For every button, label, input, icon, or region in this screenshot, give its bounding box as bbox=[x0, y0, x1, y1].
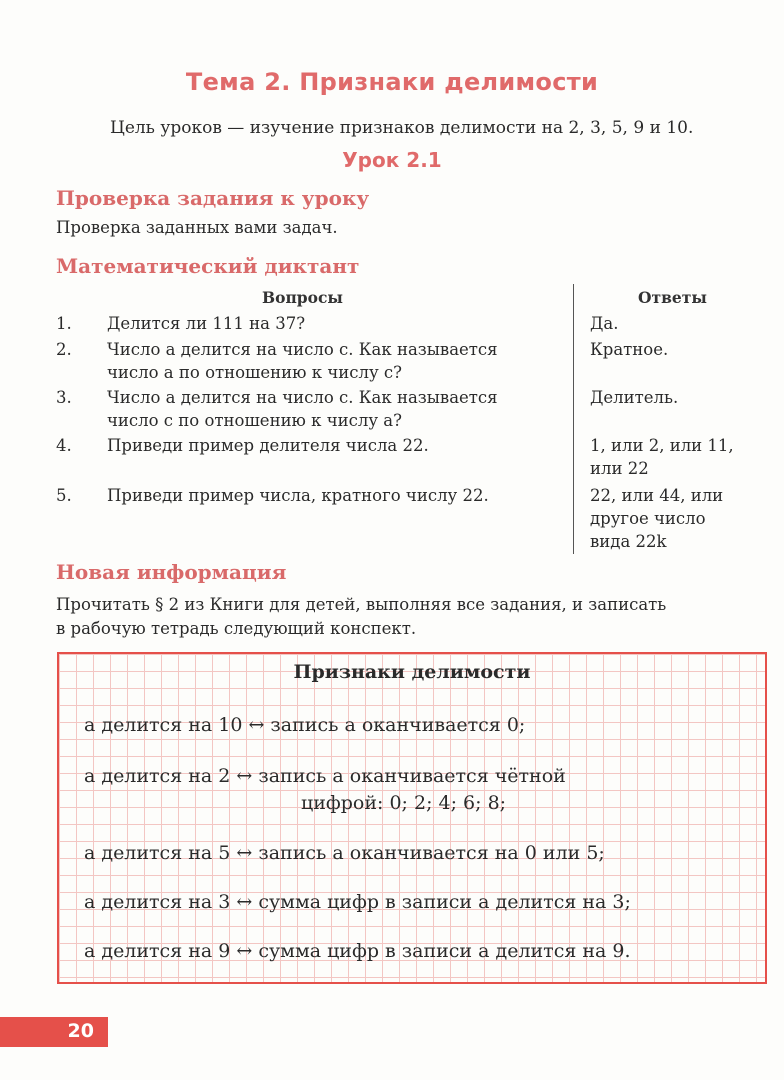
question-line: Приведи пример делителя числа 22. bbox=[107, 436, 429, 455]
questions-column-header: Вопросы bbox=[262, 288, 343, 307]
question-text bbox=[107, 434, 567, 457]
answer-line: вида 22k bbox=[590, 532, 667, 551]
answer-text bbox=[590, 484, 780, 553]
table-divider bbox=[573, 284, 574, 554]
divisibility-rule: a делится на 3 ↔ сумма цифр в записи a делится на 3; bbox=[84, 891, 631, 913]
topic-title: Тема 2. Признаки делимости bbox=[185, 68, 599, 96]
dictation-heading: Математический диктант bbox=[56, 254, 360, 278]
question-line: Число a делится на число c. Как называется bbox=[107, 340, 498, 359]
divisibility-rule: a делится на 9 ↔ сумма цифр в записи a делится на 9. bbox=[84, 940, 631, 962]
lesson-goal: Цель уроков — изучение признаков делимости на 2, 3, 5, 9 и 10. bbox=[110, 118, 694, 138]
question-number: 4. bbox=[56, 436, 72, 455]
question-text bbox=[107, 386, 567, 432]
answer-text bbox=[590, 338, 780, 361]
box-title: Признаки делимости bbox=[293, 661, 531, 683]
page-number-tab bbox=[0, 1017, 108, 1047]
answer-text bbox=[590, 312, 780, 335]
question-line: Число a делится на число c. Как называется bbox=[107, 388, 498, 407]
new-info-heading: Новая информация bbox=[56, 560, 287, 584]
answer-line: Кратное. bbox=[590, 340, 669, 359]
homework-check-text: Проверка заданных вами задач. bbox=[56, 218, 338, 237]
question-number: 1. bbox=[56, 314, 72, 333]
question-text bbox=[107, 312, 567, 335]
question-number: 2. bbox=[56, 340, 72, 359]
divisibility-rules-box bbox=[57, 652, 767, 984]
question-number: 5. bbox=[56, 486, 72, 505]
question-line: число c по отношению к числу a? bbox=[107, 411, 402, 430]
lesson-title: Урок 2.1 bbox=[342, 148, 442, 172]
answer-line: или 22 bbox=[590, 459, 649, 478]
answer-line: Делитель. bbox=[590, 388, 679, 407]
question-line: Делится ли 111 на 37? bbox=[107, 314, 306, 333]
question-line: число a по отношению к числу c? bbox=[107, 363, 402, 382]
question-line: Приведи пример числа, кратного числу 22. bbox=[107, 486, 489, 505]
divisibility-rule: a делится на 10 ↔ запись a оканчивается 0; bbox=[84, 714, 526, 736]
new-info-text-line: в рабочую тетрадь следующий конспект. bbox=[56, 619, 417, 638]
question-number: 3. bbox=[56, 388, 72, 407]
answer-text bbox=[590, 386, 780, 409]
answer-line: 1, или 2, или 11, bbox=[590, 436, 734, 455]
answer-text bbox=[590, 434, 780, 480]
question-text bbox=[107, 484, 567, 507]
divisibility-rule: a делится на 2 ↔ запись a оканчивается чётной bbox=[84, 765, 566, 787]
answers-column-header: Ответы bbox=[638, 288, 707, 307]
new-info-text-line: Прочитать § 2 из Книги для детей, выполняя все задания, и записать bbox=[56, 595, 667, 614]
answer-line: другое число bbox=[590, 509, 706, 528]
divisibility-rule: a делится на 5 ↔ запись a оканчивается на 0 или 5; bbox=[84, 842, 605, 864]
answer-line: Да. bbox=[590, 314, 619, 333]
answer-line: 22, или 44, или bbox=[590, 486, 724, 505]
question-text bbox=[107, 338, 567, 384]
page-number: 20 bbox=[67, 1020, 94, 1042]
divisibility-rule-continuation: цифрой: 0; 2; 4; 6; 8; bbox=[301, 792, 507, 814]
homework-check-heading: Проверка задания к уроку bbox=[56, 186, 370, 210]
